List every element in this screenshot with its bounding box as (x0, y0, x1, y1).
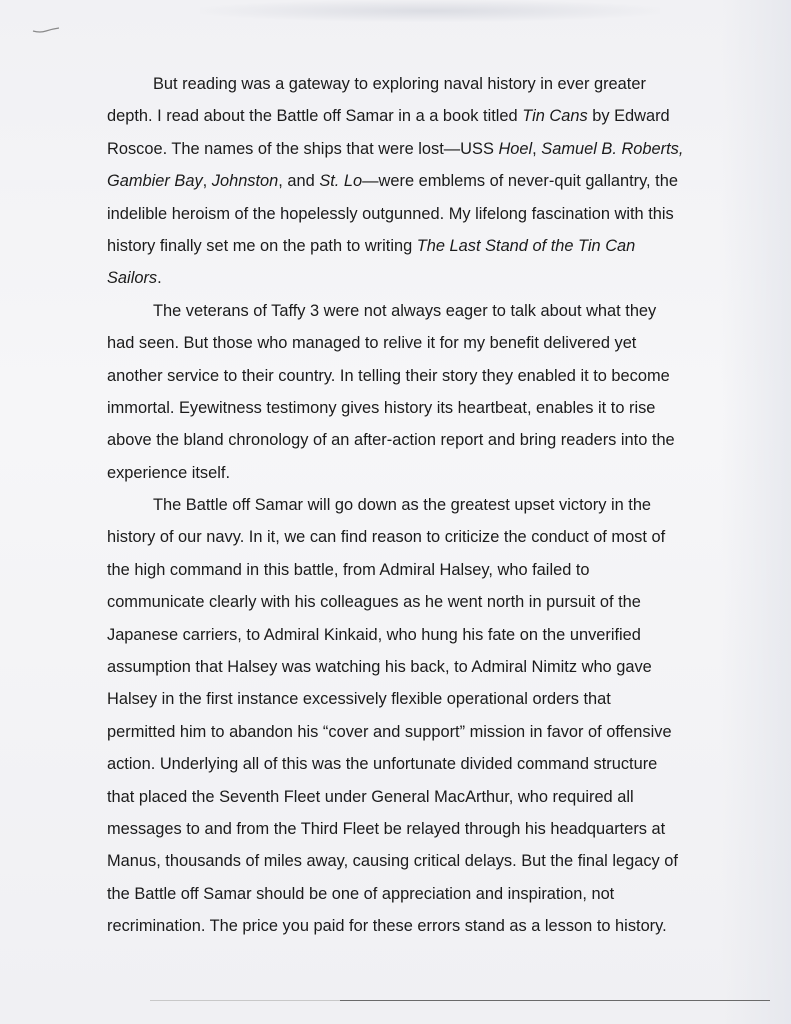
text-run: , (202, 172, 212, 191)
paragraph-1-line (107, 230, 672, 262)
italic-text: Hoel (498, 139, 533, 158)
paragraph-2-line (107, 327, 672, 359)
paragraph-2-line (107, 424, 675, 456)
text-run: Roscoe. The names of the ships that were lost—USS (107, 139, 499, 158)
paragraph-3-line (107, 845, 678, 877)
italic-text: St. Lo (319, 172, 363, 191)
paragraph-1-line (107, 100, 672, 132)
scan-shadow-top (200, 0, 660, 22)
paragraph-2-line (107, 392, 672, 424)
paragraph-3-line (107, 619, 672, 651)
text-run: above the bland chronology of an after-action report and bring readers into the (107, 431, 675, 450)
paragraph-1-line (107, 133, 684, 165)
scan-mark-icon (32, 26, 60, 34)
paragraph-3-line (107, 781, 672, 813)
italic-text: Sailors (107, 269, 158, 288)
text-run: immortal. Eyewitness testimony gives history its heartbeat, enables it to rise (107, 398, 656, 417)
text-run: assumption that Halsey was watching his back, to Admiral Nimitz who gave (107, 658, 652, 677)
paragraph-3-line (107, 748, 672, 780)
text-run: by Edward (587, 107, 670, 126)
text-run: Manus, thousands of miles away, causing critical delays. But the final legacy of (107, 852, 678, 871)
italic-text: The Last Stand of the Tin Can (416, 236, 636, 255)
text-run: indelible heroism of the hopelessly outgunned. My lifelong fascination with this (107, 204, 674, 223)
text-run: permitted him to abandon his “cover and support” mission in favor of offensive (107, 722, 672, 741)
paragraph-1-line (107, 198, 672, 230)
text-run: history finally set me on the path to writing (107, 236, 417, 255)
paragraph-3-line (107, 489, 672, 521)
paragraph-3-line (107, 716, 672, 748)
text-run: The Battle off Samar will go down as the greatest upset victory in the (153, 496, 652, 515)
paragraph-3-line (107, 910, 672, 942)
text-run: , (532, 139, 542, 158)
scan-shadow-right (721, 0, 791, 1024)
text-run: had seen. But those who managed to relive it for my benefit delivered yet (107, 334, 637, 353)
paragraph-1-line (107, 262, 672, 294)
text-run: Halsey in the first instance excessively flexible operational orders that (107, 690, 611, 709)
text-run: communicate clearly with his colleagues as he went north in pursuit of the (107, 593, 641, 612)
paragraph-3-line (107, 651, 672, 683)
paragraph-2-line (107, 457, 672, 489)
paragraph-3-line (107, 813, 672, 845)
paragraph-2-line (107, 360, 672, 392)
page-edge-faint (150, 1000, 340, 1001)
text-run: The veterans of Taffy 3 were not always eager to talk about what they (153, 301, 657, 320)
italic-text: Johnston (211, 172, 279, 191)
text-run: Japanese carriers, to Admiral Kinkaid, who hung his fate on the unverified (107, 625, 641, 644)
italic-text: Tin Cans (522, 107, 588, 126)
text-run: the Battle off Samar should be one of appreciation and inspiration, not (107, 884, 615, 903)
body-text (107, 68, 684, 943)
paragraph-3-line (107, 586, 672, 618)
page-edge-line (340, 1000, 770, 1001)
italic-text: Gambier Bay (107, 172, 203, 191)
text-run: , and (278, 172, 320, 191)
text-run: another service to their country. In telling their story they enabled it to become (107, 366, 670, 385)
paragraph-3-line (107, 878, 672, 910)
text-run: . (157, 269, 162, 288)
paragraph-1-line (107, 68, 672, 100)
text-run: recrimination. The price you paid for these errors stand as a lesson to history. (107, 917, 667, 936)
text-run: the high command in this battle, from Admiral Halsey, who failed to (107, 560, 590, 579)
text-run: depth. I read about the Battle off Samar in a a book titled (107, 107, 523, 126)
italic-text: Samuel B. Roberts, (541, 139, 684, 158)
text-run: messages to and from the Third Fleet be relayed through his headquarters at (107, 819, 666, 838)
text-run: that placed the Seventh Fleet under General MacArthur, who required all (107, 787, 634, 806)
paragraph-3-line (107, 521, 672, 553)
text-run: —were emblems of never-quit gallantry, the (362, 172, 678, 191)
paragraph-3-line (107, 554, 672, 586)
text-run: history of our navy. In it, we can find reason to criticize the conduct of most of (107, 528, 666, 547)
text-run: action. Underlying all of this was the unfortunate divided command structure (107, 755, 658, 774)
text-run: experience itself. (107, 463, 230, 482)
paragraph-1-line (107, 165, 678, 197)
paragraph-2-line (107, 295, 672, 327)
paragraph-3-line (107, 683, 672, 715)
text-run: But reading was a gateway to exploring naval history in ever greater (153, 75, 646, 93)
